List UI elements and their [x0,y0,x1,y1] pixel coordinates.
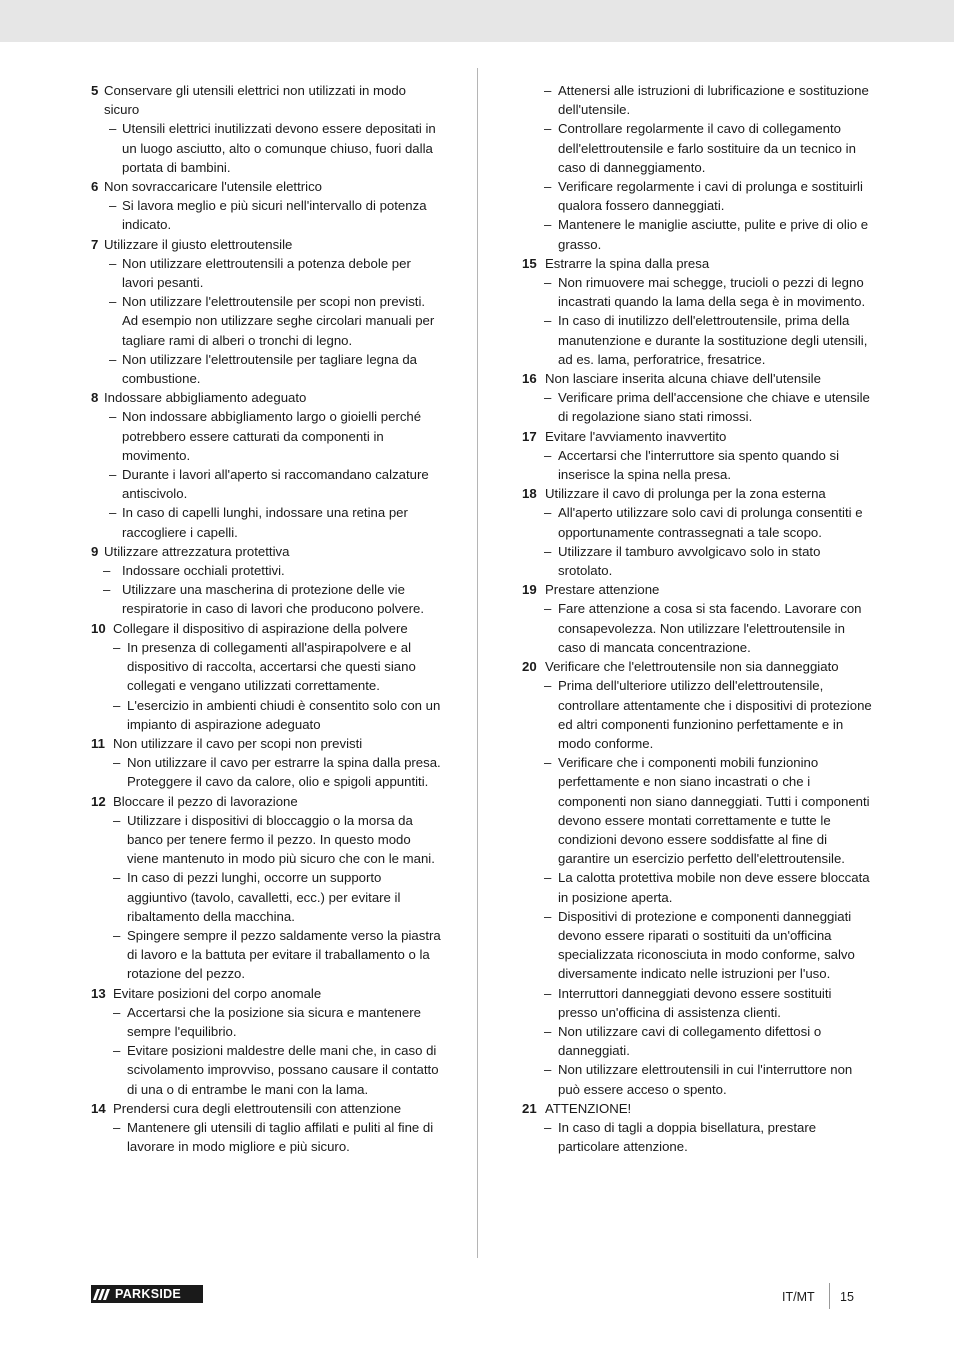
item-heading [91,235,441,254]
dash-bullet: – [544,179,552,195]
sub-item [522,1060,872,1098]
list-item [91,734,441,792]
sub-item-text: Indossare occhiali protettivi. [122,563,285,579]
sub-item [522,311,872,369]
dash-bullet: – [544,870,552,886]
sub-item [91,638,441,696]
dash-bullet: – [544,543,552,559]
sub-item-text: Si lavora meglio e più sicuri nell'intervallo di potenza indicato. [122,198,427,233]
list-item [522,657,872,1099]
footer-separator [829,1283,830,1309]
dash-bullet: – [544,1062,552,1078]
item-heading [522,484,872,503]
right-column [522,81,872,1156]
sub-item [91,580,441,618]
sub-item [522,446,872,484]
item-number: 13 [91,985,106,1001]
sub-item-text: Interruttori danneggiati devono essere sostituiti presso un'officina di assistenza clienti. [558,985,832,1020]
sub-item-text: Mantenere le maniglie asciutte, pulite e prive di olio e grasso. [558,217,869,252]
left-column [91,81,441,1156]
sub-item-text: Controllare regolarmente il cavo di collegamento dell'elettroutensile e farlo sostituire da un tecnico in caso di danneggiamento. [558,121,856,175]
sub-item-text: Spingere sempre il pezzo saldamente verso la piastra di lavoro e la battuta per evitare il traballamento o la rotazione del pezzo. [127,927,441,982]
brand-logo [91,1285,203,1303]
item-title: Non sovraccaricare l'utensile elettrico [104,179,323,195]
dash-bullet: – [544,755,552,771]
list-item [91,619,441,734]
sub-item-text: Evitare posizioni maldestre delle mani che, in caso di scivolamento improvviso, possano causare il contatto di una o di entrambe le mani con la lama. [127,1043,439,1097]
sub-item-text: Utilizzare una mascherina di protezione delle vie respiratorie in caso di lavori che producono polvere. [122,582,425,617]
sub-item-text: Verificare regolarmente i cavi di prolunga e sostituirli qualora fossero danneggiati. [558,179,863,214]
sub-item [91,753,441,791]
dash-bullet: – [109,255,117,271]
sub-item [91,868,441,926]
sub-item-text: Non utilizzare cavi di collegamento difettosi o danneggiati. [558,1023,822,1059]
item-title: Evitare posizioni del corpo anomale [113,985,322,1001]
column-divider [477,68,478,1258]
sub-item [522,676,872,753]
list-item [522,369,872,427]
sub-item [522,907,872,984]
item-heading [522,657,872,676]
sub-item-text: All'aperto utilizzare solo cavi di prolunga consentiti e opportunamente contrassegnati a tale scopo. [558,505,863,540]
sub-item-text: Non utilizzare l'elettroutensile per scopi non previsti. Ad esempio non utilizzare seghe circolari manuali per tagliare rami di alberi o tronchi di legno. [122,294,435,348]
sub-item [91,811,441,869]
item-number: 11 [91,735,105,751]
item-title: Non utilizzare il cavo per scopi non previsti [113,735,363,751]
dash-bullet: – [113,1119,121,1135]
sub-item [91,350,441,388]
dash-bullet: – [109,505,117,521]
sub-item [91,696,441,734]
dash-bullet: – [103,582,111,598]
item-heading [91,542,441,561]
item-title: Bloccare il pezzo di lavorazione [113,793,298,809]
dash-bullet: – [544,313,552,329]
sub-item [91,196,441,234]
sub-item [91,465,441,503]
item-number: 20 [522,659,537,675]
item-number: 5 [91,83,99,98]
item-number: 18 [522,486,537,502]
sub-item [91,1118,441,1156]
list-item [522,580,872,657]
sub-item [91,926,441,984]
sub-item-text: Non rimuovere mai schegge, trucioli o pezzi di legno incastrati quando la lama della sega è in movimento. [558,275,866,310]
list-item [91,388,441,542]
list-item [91,81,441,177]
sub-item-text: In caso di pezzi lunghi, occorre un supporto aggiuntivo (tavolo, cavalletti, ecc.) per evitare il ribaltamento della macchina. [127,870,401,924]
sub-item-text: Non utilizzare il cavo per estrarre la spina dalla presa. Proteggere il cavo da calore, olio e spigoli appuntiti. [127,755,441,790]
item-heading [91,734,441,753]
dash-bullet: – [544,275,552,291]
sub-item-text: Non utilizzare l'elettroutensile per tagliare legna da combustione. [122,351,418,387]
sub-item [522,984,872,1022]
sub-item-text: Fare attenzione a cosa si sta facendo. Lavorare con consapevolezza. Non utilizzare l'elettroutensile in caso di mancata concentrazione. [558,601,862,655]
sub-item-text: In caso di inutilizzo dell'elettroutensile, prima della manutenzione e durante la sostituzione degli utensili, ad es. lama, perforatrice, fresatrice. [558,313,868,367]
item-number: 21 [522,1100,537,1116]
item-title: Utilizzare il giusto elettroutensile [104,236,293,252]
sub-item-text: In caso di capelli lunghi, indossare una retina per raccogliere i capelli. [122,505,408,540]
dash-bullet: – [109,409,117,425]
sub-item [522,273,872,311]
item-heading [91,177,441,196]
item-heading [522,369,872,388]
sub-item [91,1041,441,1099]
page-number: 15 [840,1290,854,1304]
item-heading [522,254,872,273]
item-title: ATTENZIONE! [545,1100,632,1116]
dash-bullet: – [113,1043,121,1059]
item-number: 15 [522,255,537,271]
item-title: Non lasciare inserita alcuna chiave dell'utensile [545,371,821,387]
sub-item-text: Utensili elettrici inutilizzati devono essere depositati in un luogo asciutto, alto o comunque chiuso, fuori dalla portata di bambini. [122,121,436,175]
item-number: 16 [522,371,537,387]
item-heading [91,792,441,811]
item-number: 17 [522,428,537,444]
item-heading [522,580,872,599]
top-header-band [0,0,954,42]
list-item [91,984,441,1099]
item-title: Evitare l'avviamento inavvertito [545,428,727,444]
item-heading [91,619,441,638]
item-number: 8 [91,390,99,406]
dash-bullet: – [544,1119,552,1135]
brand-name: PARKSIDE [115,1287,182,1301]
dash-bullet: – [109,121,117,137]
dash-bullet: – [544,390,552,406]
item-heading [91,81,441,119]
sub-item [522,215,872,253]
item-number: 6 [91,179,99,195]
item-number: 10 [91,620,106,636]
dash-bullet: – [544,1023,552,1039]
sub-item [522,542,872,580]
sub-item [522,599,872,657]
sub-item-text: Attenersi alle istruzioni di lubrificazione e sostituzione dell'utensile. [558,83,869,118]
sub-item [522,1022,872,1060]
list-item [522,1099,872,1157]
item-title: Indossare abbigliamento adeguato [104,390,307,406]
list-item [522,254,872,369]
sub-item [91,292,441,350]
list-item [91,792,441,984]
dash-bullet: – [103,563,111,579]
sub-item-text: Accertarsi che l'interruttore sia spento quando si inserisce la spina nella presa. [558,447,840,483]
list-item [91,235,441,389]
dash-bullet: – [113,870,121,886]
list-item [522,484,872,580]
sub-item [522,119,872,177]
item-heading [91,1099,441,1118]
logo-stripes-icon [91,1289,108,1300]
dash-bullet: – [113,1004,121,1020]
list-item [91,1099,441,1157]
sub-item-text: La calotta protettiva mobile non deve essere bloccata in posizione aperta. [558,870,870,905]
dash-bullet: – [544,83,552,98]
dash-bullet: – [544,121,552,137]
sub-item-text: Non utilizzare elettroutensili a potenza debole per lavori pesanti. [122,255,411,291]
item-number: 9 [91,543,99,559]
sub-item [522,1118,872,1156]
item-title: Collegare il dispositivo di aspirazione della polvere [113,620,408,636]
sub-item-text: In presenza di collegamenti all'aspirapolvere e al dispositivo di raccolta, accertarsi che questi siano collegati e vengano utilizzati correttamente. [127,639,416,694]
dash-bullet: – [544,601,552,617]
sub-item [91,119,441,177]
dash-bullet: – [109,294,117,310]
dash-bullet: – [544,505,552,521]
sub-item [91,1003,441,1041]
dash-bullet: – [109,198,117,214]
item-heading [522,427,872,446]
dash-bullet: – [113,927,121,943]
dash-bullet: – [113,697,121,713]
dash-bullet: – [544,217,552,233]
sub-item [522,503,872,541]
right-items [522,254,872,1157]
sub-item-text: Utilizzare i dispositivi di bloccaggio o la morsa da banco per tenere fermo il pezzo. In questo modo viene mantenuto in modo più sicuro che con le mani. [127,812,435,867]
sub-item-text: Verificare prima dell'accensione che chiave e utensile di regolazione siano stati rimossi. [558,390,870,425]
item-heading [522,1099,872,1118]
dash-bullet: – [544,908,552,924]
sub-item-text: Non indossare abbigliamento largo o gioielli perché potrebbero essere catturati da componenti in movimento. [122,409,422,463]
item-title: Prestare attenzione [545,582,660,598]
item-title: Utilizzare attrezzatura protettiva [104,543,290,559]
list-item [91,542,441,619]
item-number: 12 [91,793,106,809]
sub-item [91,503,441,541]
sub-item-text: L'esercizio in ambienti chiudi è consentito solo con un impianto di aspirazione adeguato [127,697,441,732]
item-heading [91,984,441,1003]
item-title: Conservare gli utensili elettrici non utilizzati in modo sicuro [104,83,406,118]
item-number: 14 [91,1100,106,1116]
item-title: Prendersi cura degli elettroutensili con attenzione [113,1100,402,1116]
sub-item-text: Accertarsi che la posizione sia sicura e mantenere sempre l'equilibrio. [127,1004,421,1039]
sub-item-text: Verificare che i componenti mobili funzionino perfettamente e non siano incastrati o che i componenti non siano danneggiati. Tutti i componenti devono essere montati correttamente e tutte le condizioni devono essere soddisfatte al fine di garantire un esercizio perfetto dell'elettroutensile. [558,755,870,867]
continued-list [522,81,872,254]
sub-item [522,388,872,426]
dash-bullet: – [113,755,121,771]
item-title: Estrarre la spina dalla presa [545,255,710,271]
dash-bullet: – [544,678,552,694]
dash-bullet: – [109,351,117,367]
dash-bullet: – [544,447,552,463]
sub-item-text: Durante i lavori all'aperto si raccomandano calzature antiscivolo. [122,467,429,502]
sub-item-text: Mantenere gli utensili di taglio affilati e puliti al fine di lavorare in modo migliore e più sicuro. [127,1119,434,1155]
sub-item [91,561,441,580]
item-number: 7 [91,236,99,252]
sub-item [91,254,441,292]
sub-item [91,407,441,465]
dash-bullet: – [113,812,121,828]
sub-item-text: Non utilizzare elettroutensili in cui l'interruttore non può essere acceso o spento. [558,1062,853,1097]
dash-bullet: – [544,985,552,1001]
sub-item [522,753,872,868]
sub-item [522,868,872,906]
item-title: Verificare che l'elettroutensile non sia danneggiato [545,659,839,675]
item-title: Utilizzare il cavo di prolunga per la zona esterna [545,486,826,502]
dash-bullet: – [113,639,121,655]
item-number: 19 [522,582,537,598]
list-item [522,427,872,485]
sub-item-text: In caso di tagli a doppia bisellatura, prestare particolare attenzione. [558,1119,817,1155]
sub-item-text: Prima dell'ulteriore utilizzo dell'elettroutensile, controllare attentamente che i dispositivi di protezione ed altri componenti funzionino perfettamente e in modo conforme. [558,678,872,751]
sub-item [522,81,872,119]
language-code: IT/MT [782,1290,815,1304]
sub-item [522,177,872,215]
sub-item-text: Dispositivi di protezione e componenti danneggiati devono essere riparati o sostituiti da un'officina specializzata riconosciuta in modo conforme, salvo diversamente indicato nelle istruzioni per l'uso. [558,908,855,982]
dash-bullet: – [109,467,117,483]
item-heading [91,388,441,407]
list-item [91,177,441,235]
sub-item-text: Utilizzare il tamburo avvolgicavo solo in stato srotolato. [558,543,821,579]
